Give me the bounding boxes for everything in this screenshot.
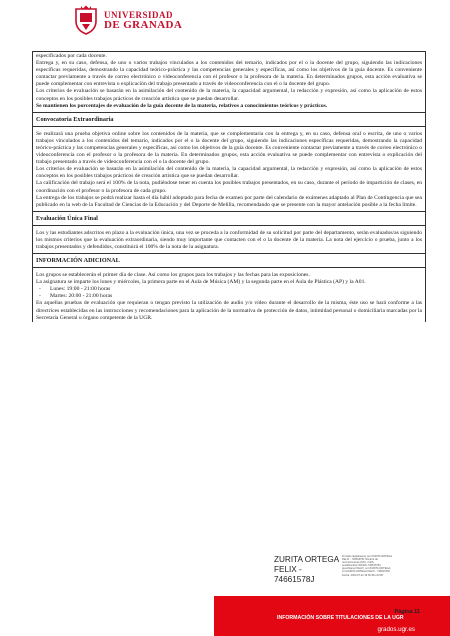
- paragraph: Se realizará una prueba objetiva online sobre los contenidos de la materia, que se complementaría con la entrega y, en su caso, defensa oral o escrita, de uno o varios trabajos vinculados a los contenidos del temario, indicados por el o la docente del grupo, siguiendo las indicaciones específicas requeridas, demostrando la capacidad teórico-práctica y las competencias generales y específicas, así como los objetivos de la guía docente. Es conveniente contactar previamente a través de correo electrónico o videoconferencia con el profesor o la profesora de la materia. En determinados grupos, esta acción evaluativa se puede complementar con entrevista o explicación del trabajo presentado a través de videoconferencia con el o la docente del grupo.: [36, 130, 422, 166]
- section-content: [33, 267, 425, 322]
- paragraph: La entrega de los trabajos se podrá realizar hasta el día hábil adoptado para fecha de examen por parte del calendario de exámenes adaptado al Plan de Contingencia que sea publicado en la web de la Facultad de Ciencias de la Educación y del Deporte de Melilla, recomendando que se presente con la mayor antelación posible a la fecha límite.: [36, 194, 422, 208]
- footer-url[interactable]: grados.ugr.es: [377, 626, 415, 633]
- logo-line-1: UNIVERSIDAD: [104, 10, 174, 20]
- university-crest-icon: [73, 5, 99, 35]
- paragraph: especificados por cada docente.: [36, 53, 107, 59]
- logo-line-2: DE GRANADA: [104, 19, 183, 31]
- paragraph: Los grupos se establecerán el primer día de clase. Así como los grupos para los trabajos y las fechas para las exposiciones.: [36, 272, 310, 279]
- section-evaluacion-unica: [32, 212, 426, 254]
- bold-note: Se mantienen los porcentajes de evaluación de la guía docente de la materia, relativos a conocimientos teóricos y prácticos.: [36, 102, 328, 109]
- signature-details: Firmado digitalmente por ZURITA ORTEGA FELIX - 74661578J Nombre de reconocimiento (DN): c=ES, serialNumber=IDCES-74661578J, givenName=FELIX, sn=ZURITA ORTEGA, cn=ZURITA ORTEGA FELIX - 74661578J Fecha: 2020.07.02 16:50:38 +02'00': [342, 555, 392, 577]
- signer-name: ZURITA ORTEGA FELIX - 74661578J: [274, 555, 339, 584]
- paragraph: En aquellas pruebas de evaluación que requieran o tengan previsto la utilización de audio y/o vídeo durante el desarrollo de la misma, éste uso se hará conforme a las directrices establecidas en las instrucciones y recomendaciones para la aplicación de la normativa de protección de datos, intimidad personal o domiciliaria marcadas por la Secretaría General u órgano competente de la UGR.: [36, 300, 422, 321]
- paragraph: La calificación del trabajo será el 100% de la nota, pudiéndose tener en cuenta los posibles trabajos presentados, en su caso, durante el período de impartición de clases, en coordinación con el profesor o la profesora de cada grupo.: [36, 180, 422, 194]
- section-informacion-adicional: [32, 254, 426, 322]
- document-body: [32, 51, 426, 322]
- section-content: [33, 225, 425, 253]
- evaluation-text-block: [32, 51, 426, 113]
- digital-signature: [274, 555, 396, 584]
- footer-logo-area: [0, 596, 214, 636]
- paragraph: La asignatura se imparte los lunes y miércoles, la primera parte en el Aula de Música (AM) y la segunda parte en el Aula de Plástica (AP) y la A01.: [36, 279, 366, 286]
- list-item: - Martes: 20:00 - 21:00 horas: [36, 293, 422, 300]
- paragraph: Los criterios de evaluación se basarán en la asimilación del contenido de la materia, la capacidad argumental, la redacción y expresión, así como la aplicación de estos conceptos en los posibles trabajos prácticos de creación artística que se puedan desarrollar.: [36, 166, 422, 180]
- paragraph: Los criterios de evaluación se basarán en la asimilación del contenido de la materia, la capacidad argumental, la redacción y expresión, así como la aplicación de estos conceptos en los posibles trabajos prácticos de creación artística que se puedan desarrollar.: [36, 88, 422, 102]
- section-heading: Evaluación Única Final: [36, 214, 98, 222]
- paragraph: Entrega y, en su caso, defensa, de uno o varios trabajos vinculados a los contenidos del temario, indicados por el o la docente del grupo, siguiendo las indicaciones específicas requeridas, demostrando la capacidad teórico-práctica y las competencias generales y específicas, así como los objetivos de la guía docente. Es conveniente contactar previamente a través de correo electrónico o videoconferencia con el profesor o la profesora de la materia. En determinados grupos, esta acción evaluativa se puede complementar con entrevista o explicación del trabajo presentado a través de videoconferencia con el o la docente del grupo.: [36, 60, 422, 88]
- page-number: Página 11: [394, 609, 420, 615]
- section-convocatoria-extraordinaria: [32, 113, 426, 212]
- section-heading: INFORMACIÓN ADICIONAL: [36, 257, 120, 265]
- paragraph: Los y las estudiantes adscritos en plazo a la evaluación única, una vez se proceda a la conformidad de su solicitud por parte del departamento, serán evaluados/as siguiendo los mismos criterios que la evaluación extraordinaria, siendo muy importante que contacten con el o la docente de la materia. La nota del ejercicio o prueba, junto a los trabajos presentados y defendidos, constituirá el 100% de la nota de la asignatura.: [36, 229, 422, 250]
- section-content: [33, 126, 425, 211]
- section-heading: Convocatoria Extraordinaria: [36, 115, 114, 123]
- footer-title: INFORMACIÓN SOBRE TITULACIONES DE LA UGR: [277, 615, 404, 621]
- list-item: - Lunes: 19:00 - 21:00 horas: [36, 286, 422, 293]
- university-logo: [73, 5, 182, 35]
